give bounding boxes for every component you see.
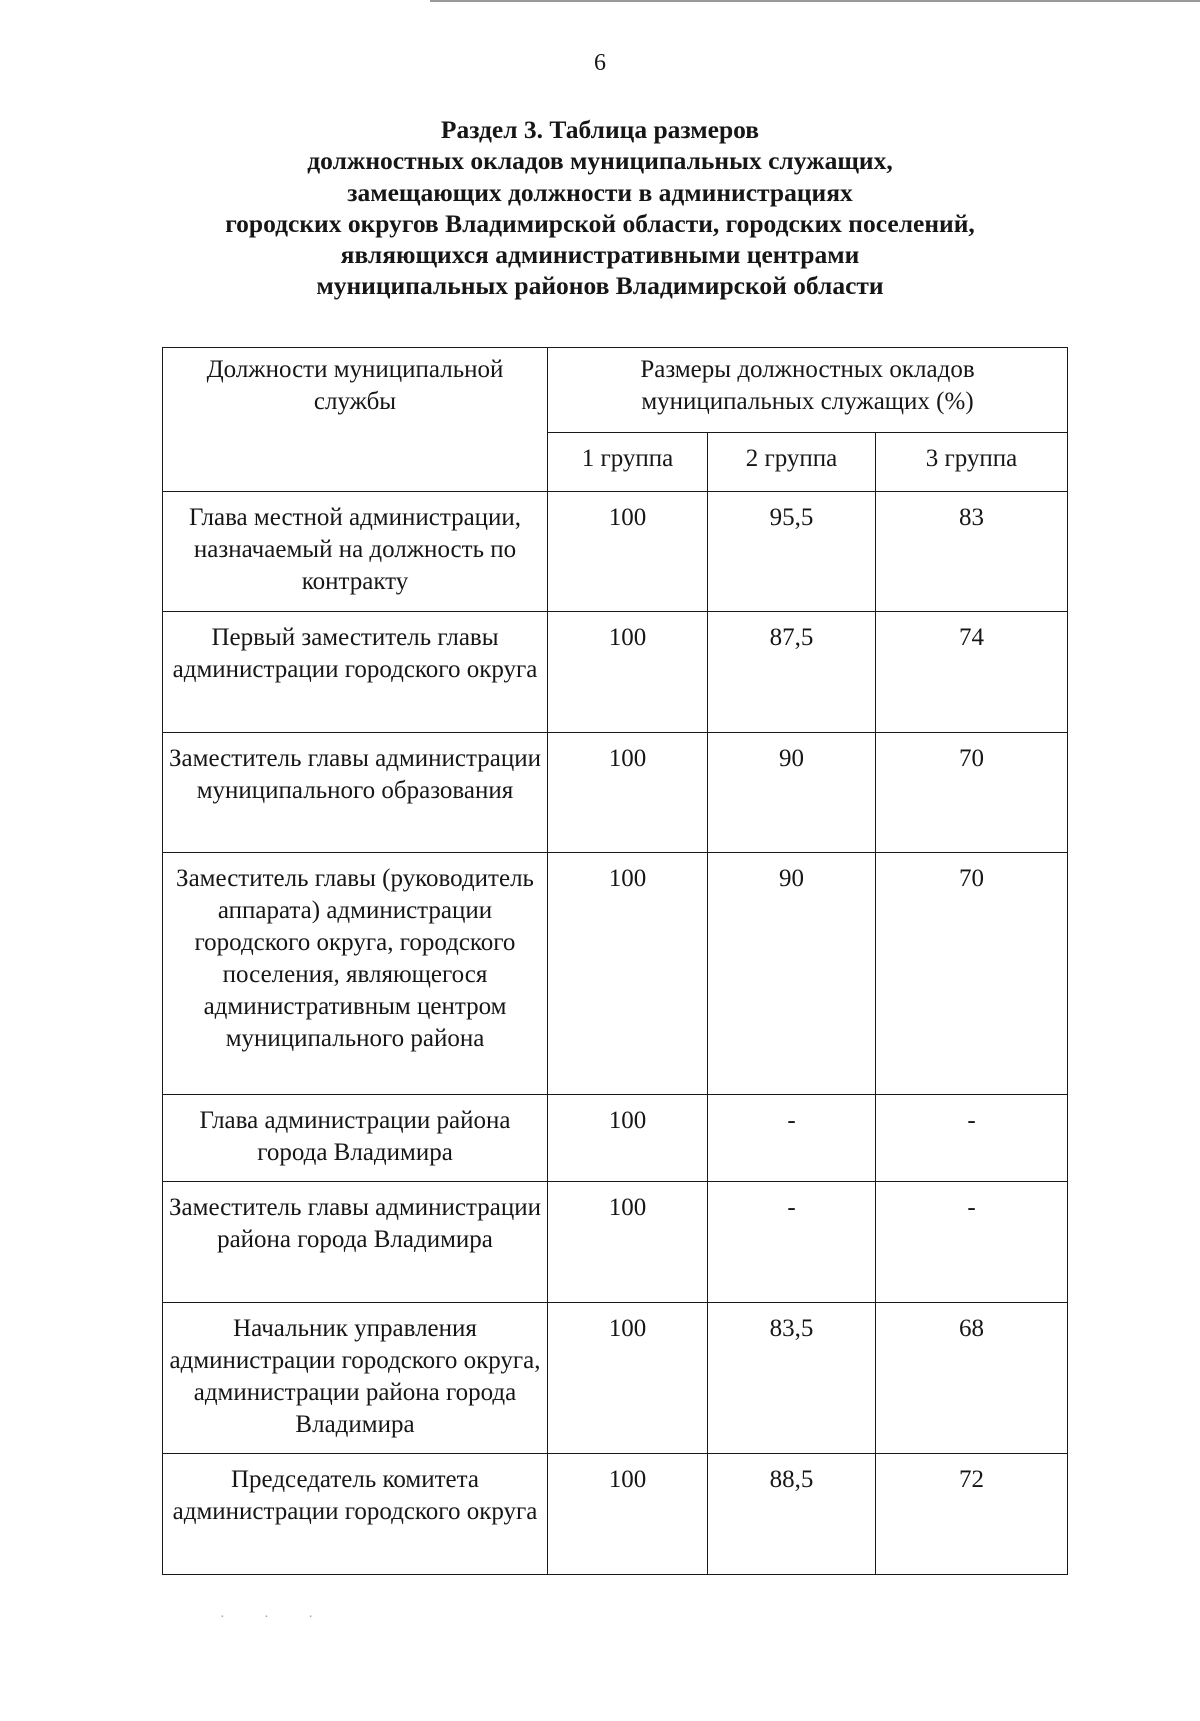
group-1-value: 100 xyxy=(548,733,708,853)
position-cell: Глава администрации района города Владимира xyxy=(163,1095,548,1182)
group-2-value: 90 xyxy=(708,853,876,1095)
group-2-value: 95,5 xyxy=(708,492,876,612)
group-1-value: 100 xyxy=(548,1095,708,1182)
header-group-2: 2 группа xyxy=(708,433,876,492)
table-row xyxy=(163,853,1068,1095)
group-3-value: 83 xyxy=(876,492,1068,612)
group-2-value: 90 xyxy=(708,733,876,853)
table-row xyxy=(163,1182,1068,1303)
scan-noise: · · · xyxy=(220,1610,331,1625)
salary-table xyxy=(162,347,1068,1575)
header-position: Должности муниципальной службы xyxy=(163,348,548,492)
table-row xyxy=(163,612,1068,733)
group-2-value: 88,5 xyxy=(708,1454,876,1575)
group-3-value: - xyxy=(876,1095,1068,1182)
section-title-line: замещающих должности в администрациях xyxy=(347,177,853,207)
position-cell: Заместитель главы (руководитель аппарата) администрации городского округа, городского поселения, являющегося административным центром муниципального района xyxy=(163,853,548,1095)
table-row xyxy=(163,733,1068,853)
section-title-line: должностных окладов муниципальных служащих, xyxy=(307,146,893,176)
group-1-value: 100 xyxy=(548,1303,708,1454)
position-cell: Начальник управления администрации городского округа, администрации района города Владимира xyxy=(163,1303,548,1454)
position-cell: Заместитель главы администрации муниципального образования xyxy=(163,733,548,853)
position-cell: Первый заместитель главы администрации городского округа xyxy=(163,612,548,733)
group-2-value: 83,5 xyxy=(708,1303,876,1454)
group-3-value: - xyxy=(876,1182,1068,1303)
group-3-value: 70 xyxy=(876,853,1068,1095)
group-1-value: 100 xyxy=(548,853,708,1095)
section-title-line: являющихся административными центрами xyxy=(340,240,860,270)
group-1-value: 100 xyxy=(548,1182,708,1303)
header-salary-sizes: Размеры должностных окладов муниципальных служащих (%) xyxy=(548,348,1068,433)
group-1-value: 100 xyxy=(548,492,708,612)
scan-edge-line xyxy=(430,0,1200,2)
group-1-value: 100 xyxy=(548,1454,708,1575)
table-row xyxy=(163,1095,1068,1182)
section-title-line: Раздел 3. Таблица размеров xyxy=(440,115,760,144)
table-row xyxy=(163,1454,1068,1575)
section-title xyxy=(140,114,1060,302)
group-3-value: 74 xyxy=(876,612,1068,733)
header-group-1: 1 группа xyxy=(548,433,708,492)
group-1-value: 100 xyxy=(548,612,708,733)
position-cell: Заместитель главы администрации района города Владимира xyxy=(163,1182,548,1303)
group-2-value: - xyxy=(708,1182,876,1303)
group-2-value: 87,5 xyxy=(708,612,876,733)
table-row xyxy=(163,492,1068,612)
position-cell: Председатель комитета администрации городского округа xyxy=(163,1454,548,1575)
group-3-value: 70 xyxy=(876,733,1068,853)
group-2-value: - xyxy=(708,1095,876,1182)
section-title-line: городских округов Владимирской области, городских поселений, xyxy=(225,208,975,238)
section-title-line: муниципальных районов Владимирской области xyxy=(316,271,884,301)
page-number: 6 xyxy=(594,50,606,76)
group-3-value: 68 xyxy=(876,1303,1068,1454)
header-group-3: 3 группа xyxy=(876,433,1068,492)
position-cell: Глава местной администрации, назначаемый на должность по контракту xyxy=(163,492,548,612)
table-row xyxy=(163,1303,1068,1454)
group-3-value: 72 xyxy=(876,1454,1068,1575)
